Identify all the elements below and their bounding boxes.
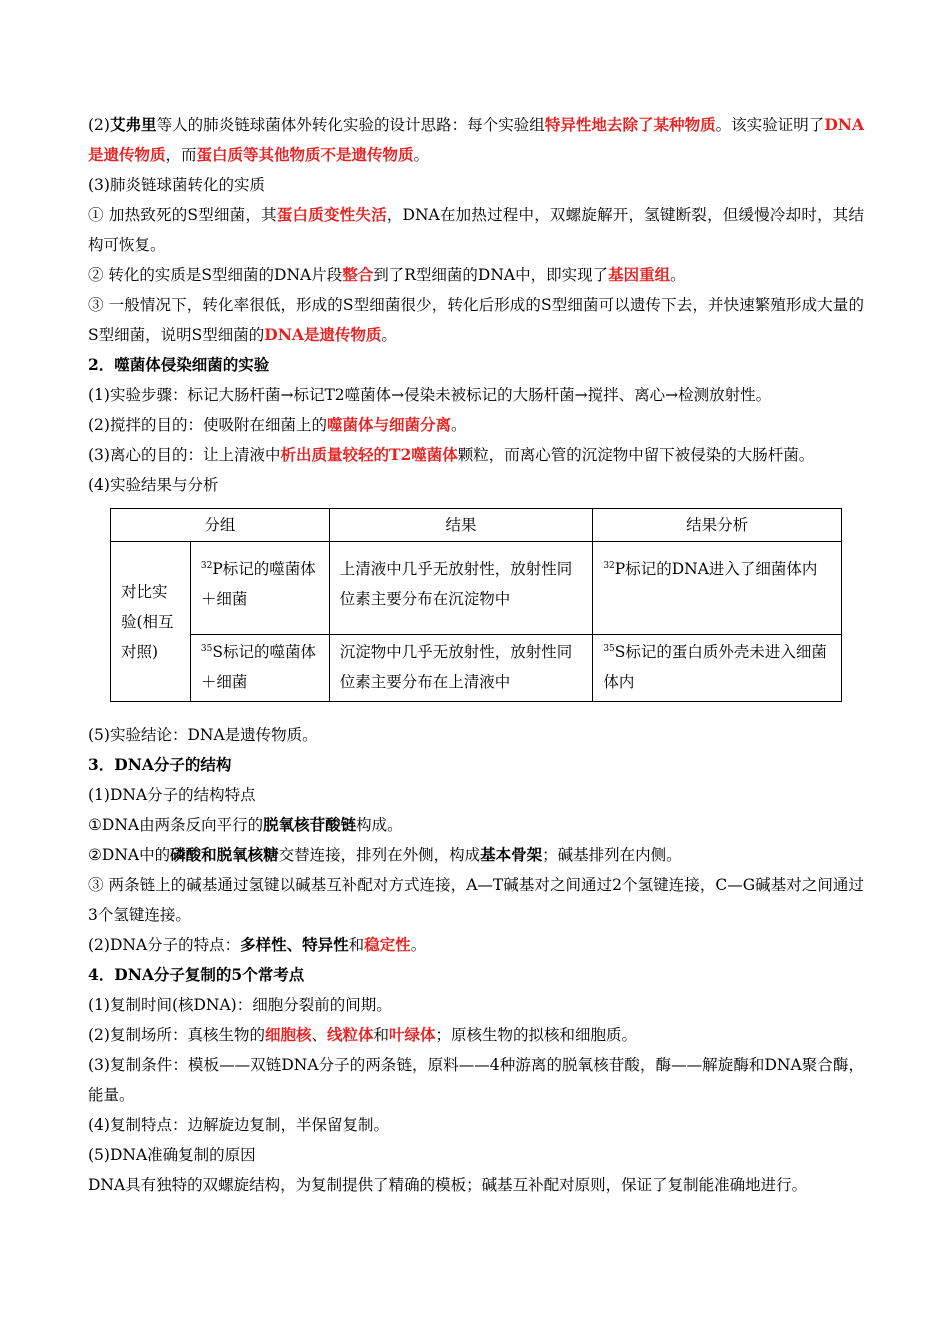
row1-analysis: $^{32}$P标记的DNA进入了细菌体内 xyxy=(593,542,842,635)
table-row xyxy=(111,635,842,702)
section-title-dna-structure: 3．DNA分子的结构 xyxy=(88,755,232,774)
dna-backbone: ②DNA中的磷酸和脱氧核糖交替连接，排列在外侧，构成基本骨架；碱基排列在内侧。 xyxy=(88,845,682,864)
paragraph-heat-killed: ① 加热致死的S型细菌，其蛋白质变性失活，DNA在加热过程中，双螺旋解开，氢键断裂，但缓慢冷却时，其结构可恢复。 xyxy=(88,205,864,254)
table-row xyxy=(111,542,842,635)
dna-characteristics: (2)DNA分子的特点：多样性、特异性和稳定性。 xyxy=(88,935,427,954)
dna-structure-features: (1)DNA分子的结构特点 xyxy=(88,786,256,804)
section-title-replication: 4．DNA分子复制的5个常考点 xyxy=(88,965,305,984)
phage-stirring: (2)搅拌的目的：使吸附在细菌上的噬菌体与细菌分离。 xyxy=(88,415,467,434)
paragraph-transformation-heading: (3)肺炎链球菌转化的实质 xyxy=(88,176,265,194)
phage-steps: (1)实验步骤：标记大肠杆菌→标记T2噬菌体→侵染未被标记的大肠杆菌→搅拌、离心→检测放射性。 xyxy=(88,386,772,404)
row2-result: 沉淀物中几乎无放射性，放射性同位素主要分布在上清液中 xyxy=(329,635,593,702)
dna-base-pairing: ③ 两条链上的碱基通过氢键以碱基互补配对方式连接，A—T碱基对之间通过2个氢键连接，C—G碱基对之间通过3个氢键连接。 xyxy=(88,876,864,924)
replication-time: (1)复制时间(核DNA)：细胞分裂前的间期。 xyxy=(88,996,392,1014)
replication-conditions: (3)复制条件：模板——双链DNA分子的两条链，原料——4种游离的脱氧核苷酸，酶——解旋酶和DNA聚合酶，能量。 xyxy=(88,1056,864,1104)
replication-accuracy-heading: (5)DNA准确复制的原因 xyxy=(88,1146,256,1164)
header-group: 分组 xyxy=(111,509,330,542)
header-result: 结果 xyxy=(329,509,593,542)
dna-strands: ①DNA由两条反向平行的脱氧核苷酸链构成。 xyxy=(88,815,403,834)
group-label: 对比实验(相互对照) xyxy=(111,542,191,702)
results-table xyxy=(110,508,842,702)
paragraph-transformation-rate: ③ 一般情况下，转化率很低，形成的S型细菌很少，转化后形成的S型细菌可以遗传下去，并快速繁殖形成大量的S型细菌，说明S型细菌的DNA是遗传物质。 xyxy=(88,296,864,344)
paragraph-avery: (2)艾弗里等人的肺炎链球菌体外转化实验的设计思路：每个实验组特异性地去除了某种物质。该实验证明了DNA是遗传物质，而蛋白质等其他物质不是遗传物质。 xyxy=(88,115,864,164)
header-analysis: 结果分析 xyxy=(593,509,842,542)
section-title-phage: 2．噬菌体侵染细菌的实验 xyxy=(88,355,270,374)
row1-result: 上清液中几乎无放射性，放射性同位素主要分布在沉淀物中 xyxy=(329,542,593,635)
row1-group: $^{32}$P标记的噬菌体＋细菌 xyxy=(190,542,329,635)
row2-analysis: $^{35}$S标记的蛋白质外壳未进入细菌体内 xyxy=(593,635,842,702)
replication-accuracy: DNA具有独特的双螺旋结构，为复制提供了精确的模板；碱基互补配对原则，保证了复制能准确地进行。 xyxy=(88,1176,808,1194)
replication-location: (2)复制场所：真核生物的细胞核、线粒体和叶绿体；原核生物的拟核和细胞质。 xyxy=(88,1025,638,1044)
table-header-row xyxy=(111,509,842,542)
row2-group: $^{35}$S标记的噬菌体＋细菌 xyxy=(190,635,329,702)
phage-results-heading: (4)实验结果与分析 xyxy=(88,476,219,494)
replication-features: (4)复制特点：边解旋边复制，半保留复制。 xyxy=(88,1116,389,1134)
phage-conclusion: (5)实验结论：DNA是遗传物质。 xyxy=(88,726,318,744)
phage-centrifuge: (3)离心的目的：让上清液中析出质量较轻的T2噬菌体颗粒，而离心管的沉淀物中留下被侵染的大肠杆菌。 xyxy=(88,445,815,464)
paragraph-transformation-essence: ② 转化的实质是S型细菌的DNA片段整合到了R型细菌的DNA中，即实现了基因重组。 xyxy=(88,265,686,284)
document-page xyxy=(88,110,864,1200)
